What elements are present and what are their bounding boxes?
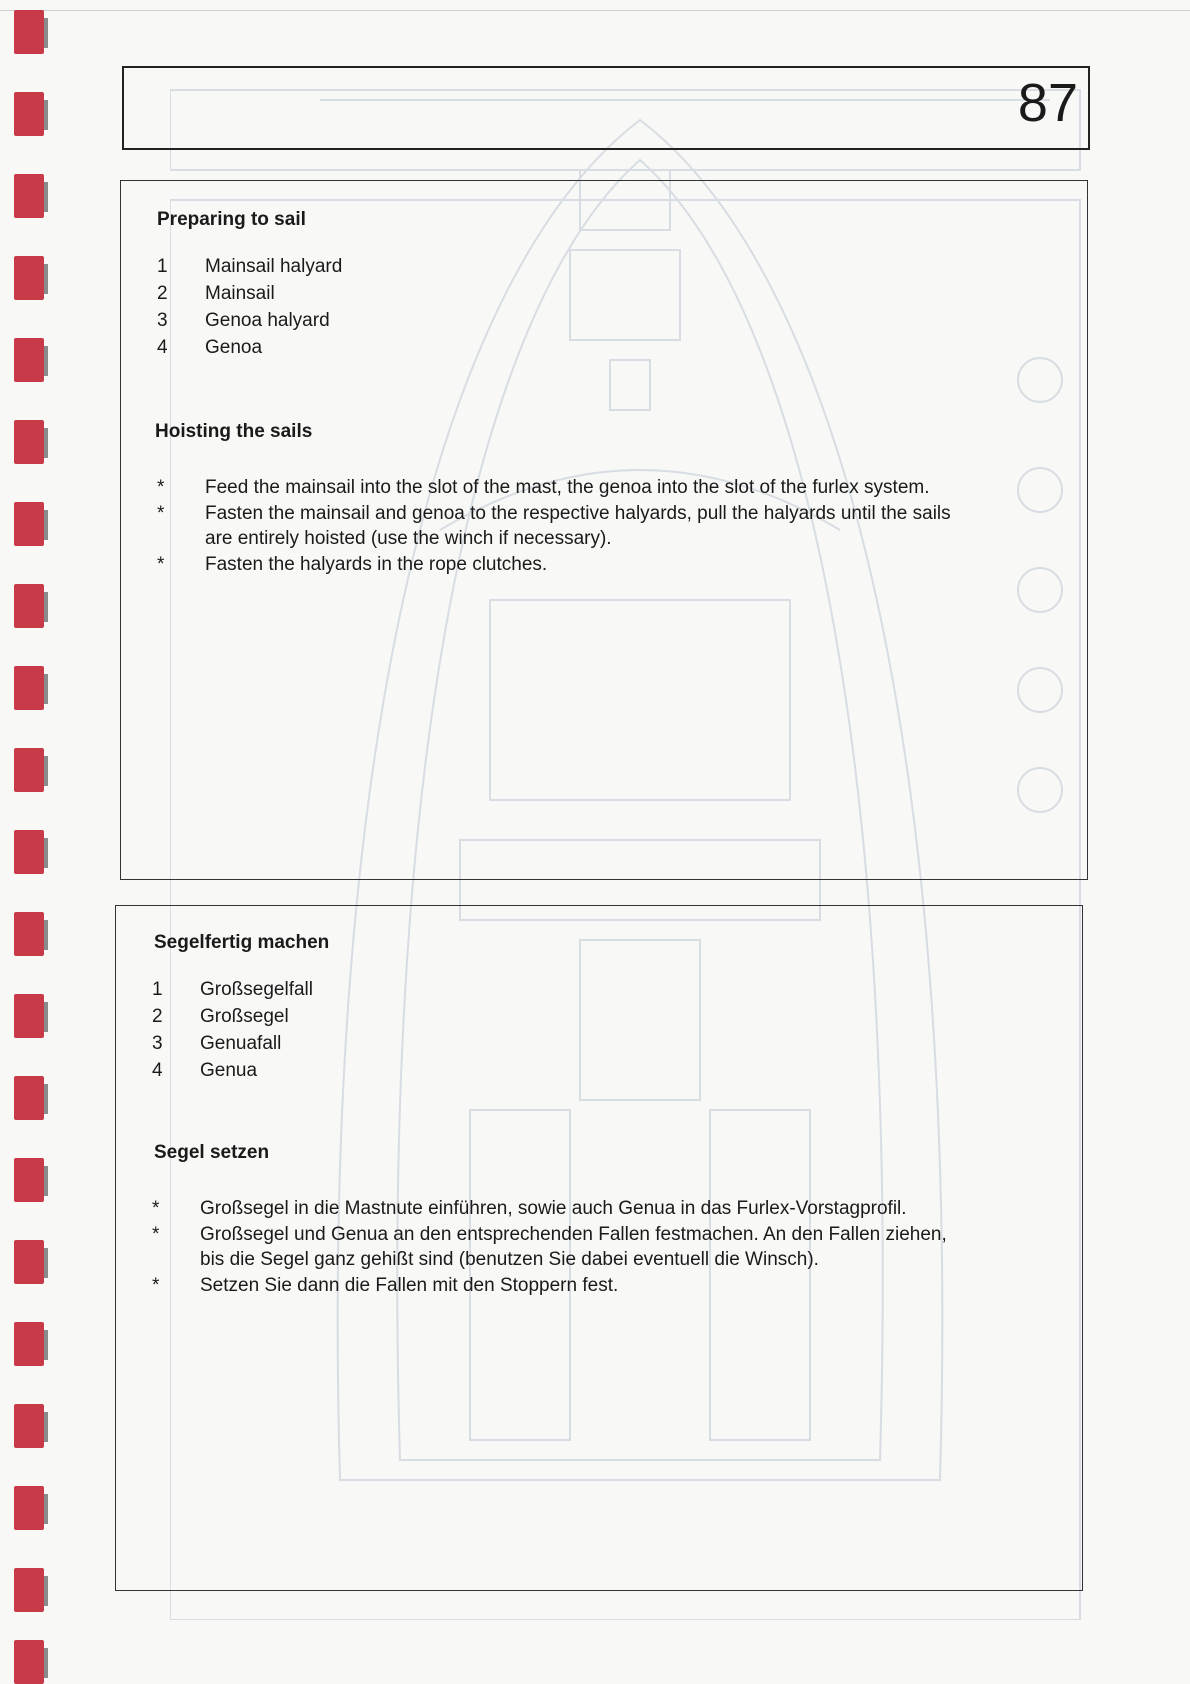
steps-list	[116, 1196, 956, 1299]
list-item: * Fasten the mainsail and genoa to the respective halyards, pull the halyards until the sails are entirely hoisted (use the winch if necessary).	[157, 503, 951, 549]
binding-hole	[14, 502, 44, 546]
binding-hole	[14, 1404, 44, 1448]
binding-hole	[14, 174, 44, 218]
list-item: 1 Großsegelfall	[152, 979, 313, 1000]
binding-hole	[14, 256, 44, 300]
list-item: 2 Großsegel	[152, 1006, 289, 1027]
binding-hole	[14, 1158, 44, 1202]
binding-hole	[14, 994, 44, 1038]
binding-hole	[14, 1568, 44, 1612]
list-item: * Fasten the halyards in the rope clutches.	[157, 554, 548, 575]
english-section	[120, 180, 1088, 880]
list-item: * Feed the mainsail into the slot of the mast, the genoa into the slot of the furlex system.	[157, 477, 930, 498]
binding-hole	[14, 92, 44, 136]
list-item: 3 Genoa halyard	[157, 310, 330, 331]
binding-hole	[14, 1076, 44, 1120]
list-item: * Großsegel und Genua an den entsprechenden Fallen festmachen. An den Fallen ziehen, bis die Segel ganz gehißt sind (benutzen Sie dabei eventuell die Winsch).	[152, 1224, 947, 1270]
binding-hole	[14, 1640, 44, 1684]
binding-hole	[14, 666, 44, 710]
parts-list	[116, 976, 313, 1084]
spiral-binding	[8, 0, 48, 1684]
binding-hole	[14, 830, 44, 874]
list-item: 2 Mainsail	[157, 283, 275, 304]
parts-list	[121, 253, 342, 361]
binding-hole	[14, 584, 44, 628]
binding-hole	[14, 1486, 44, 1530]
hoisting-title: Hoisting the sails	[155, 421, 313, 442]
hoisting-title: Segel setzen	[154, 1142, 270, 1163]
german-section	[115, 905, 1083, 1591]
binding-hole	[14, 420, 44, 464]
page-number: 87	[1017, 73, 1078, 133]
page-header-box	[122, 66, 1090, 150]
list-item: 1 Mainsail halyard	[157, 256, 343, 277]
binding-hole	[14, 338, 44, 382]
binding-hole	[14, 1322, 44, 1366]
top-rule	[0, 10, 1190, 11]
list-item: 4 Genua	[152, 1060, 258, 1081]
binding-hole	[14, 912, 44, 956]
list-item: * Großsegel in die Mastnute einführen, sowie auch Genua in das Furlex-Vorstagprofil.	[152, 1198, 907, 1219]
steps-list	[121, 475, 961, 578]
preparing-title: Segelfertig machen	[154, 932, 330, 953]
binding-hole	[14, 748, 44, 792]
list-item: * Setzen Sie dann die Fallen mit den Stoppern fest.	[152, 1275, 619, 1296]
preparing-title: Preparing to sail	[157, 209, 306, 230]
binding-hole	[14, 10, 44, 54]
list-item: 4 Genoa	[157, 337, 263, 358]
binding-hole	[14, 1240, 44, 1284]
list-item: 3 Genuafall	[152, 1033, 282, 1054]
